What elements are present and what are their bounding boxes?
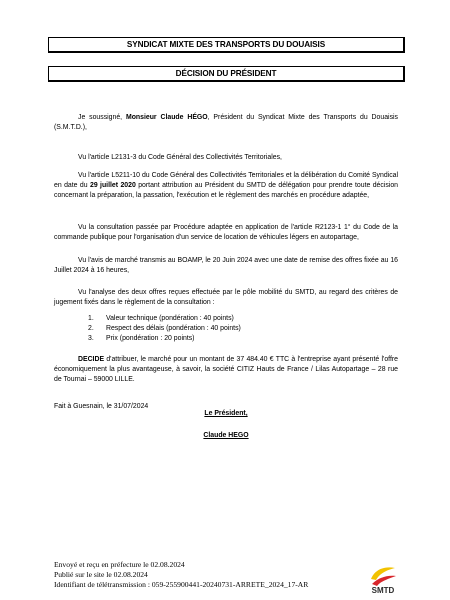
visa-offer-analysis: Vu l'analyse des deux offres reçues effectuée par le pôle mobilité du SMTD, au regard des critères de jugement fixés dans le règlement de la consultation : <box>54 289 398 306</box>
criterion-text: Prix (pondération : 20 points) <box>106 335 195 342</box>
criterion-item <box>88 314 388 324</box>
organization-banner: SYNDICAT MIXTE DES TRANSPORTS DU DOUAISIS <box>48 37 405 53</box>
visa-cgct-l2131: Vu l'article L2131-3 du Code Général des Collectivités Territoriales, <box>78 154 282 161</box>
transmission-footer <box>54 560 308 590</box>
signature-role: Le Président, <box>204 410 248 417</box>
criterion-item <box>88 324 388 334</box>
smtd-logo <box>365 563 401 595</box>
criterion-number: 2. <box>88 325 94 332</box>
intro-paragraph <box>54 113 398 133</box>
publication-line: Publié sur le site le 02.08.2024 <box>54 570 148 579</box>
criterion-number: 1. <box>88 315 94 322</box>
signatory-name: Monsieur Claude HÉGO <box>125 114 208 121</box>
prefecture-receipt-line: Envoyé et reçu en préfecture le 02.08.2024 <box>54 560 185 569</box>
criterion-item <box>88 334 388 344</box>
smtd-logo-text: SMTD <box>371 586 395 595</box>
transmission-id-line: Identifiant de télétransmission : 059-255900441-20240731-ARRETE_2024_17-AR <box>54 580 309 589</box>
visa-l5211-text-b: portant attribution au Président du SMTD de délégation pour prendre toute décision concernant la préparation, la passation, l'exécution et le règlement des marchés en procédure adaptée, <box>54 181 399 199</box>
criterion-text: Valeur technique (pondération : 40 points) <box>106 315 234 322</box>
smtd-logo-mark <box>365 563 401 595</box>
intro-prefix: Je soussigné, <box>78 114 126 121</box>
decide-text: d'attribuer, le marché pour un montant de 37 484.40 € TTC à l'entreprise ayant présenté l'offre économiquement la plus avantageuse, à savoir, la société CITIZ Hauts de France / Lilas Autopartage – 28 rue de Tournai – 59000 LILLE. <box>54 356 398 383</box>
deliberation-date: 29 juillet 2020 <box>89 181 136 189</box>
criteria-list <box>88 314 388 344</box>
place-and-date: Fait à Guesnain, le 31/07/2024 <box>54 403 149 410</box>
decision-title-banner: DÉCISION DU PRÉSIDENT <box>48 66 405 82</box>
decision-paragraph <box>54 355 398 384</box>
intro-suffix: , Président du Syndicat Mixte des Transports du Douaisis (S.M.T.D.), <box>54 114 398 131</box>
visa-consultation: Vu la consultation passée par Procédure adaptée en application de l'article R2123-1 1° du Code de la commande publique pour l'organisation d'un service de location de véhicules légers en autopartage, <box>54 224 398 241</box>
criterion-text: Respect des délais (pondération : 40 points) <box>106 325 241 332</box>
visa-boamp-notice: Vu l'avis de marché transmis au BOAMP, le 20 Juin 2024 avec une date de remise des offres fixée au 16 Juillet 2024 à 16 heures, <box>54 257 398 274</box>
decide-keyword: DECIDE <box>78 356 105 363</box>
signature-name: Claude HEGO <box>203 432 249 439</box>
visa-l5211-text-a: Vu l'article L5211-10 du Code Général des Collectivités Territoriales et la délibération du Comité Syndical en date du <box>54 172 398 189</box>
visa-cgct-l5211 <box>54 171 398 200</box>
criterion-number: 3. <box>88 335 94 342</box>
